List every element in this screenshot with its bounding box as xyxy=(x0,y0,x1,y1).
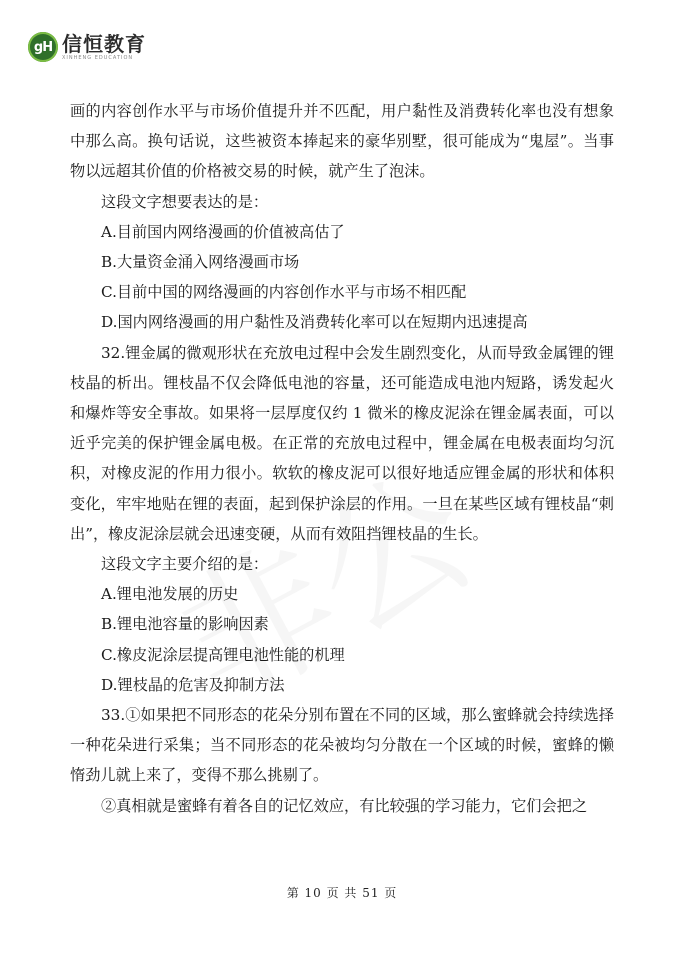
logo-name: 信恒教育 xyxy=(62,31,146,56)
question-31-prompt: 这段文字想要表达的是： xyxy=(101,192,269,211)
question-32-text: 32.锂金属的微观形状在充放电过程中会发生剧烈变化，从而导致金属锂的锂枝晶的析出。锂枝晶不仅会降低电池的容量，还可能造成电池内短路，诱发起火和爆炸等安全事故。如果将一层厚度仅约 1 微米的橡皮泥涂在锂金属表面，可以近乎完美的保护锂金属电极。在正常的充放电过程中，锂金属在电极表面均匀沉积，对橡皮泥的作用力很小。软软的橡皮泥可以很好地适应锂金属的形状和体积变化，牢牢地贴在锂的表面，起到保护涂层的作用。一旦在某些区域有锂枝晶“刺出”，橡皮泥涂层就会迅速变硬，从而有效阻挡锂枝晶的生长。 xyxy=(70,343,614,543)
question-31-option-a: A.目前国内网络漫画的价值被高估了 xyxy=(101,222,345,241)
question-33-sentence-1: 33.①如果把不同形态的花朵分别布置在不同的区域，那么蜜蜂就会持续选择一种花朵进行采集；当不同形态的花朵被均匀分散在一个区域的时候，蜜蜂的懒惰劲儿就上来了，变得不那么挑剔了。 xyxy=(70,706,614,785)
question-31-option-d: D.国内网络漫画的用户黏性及消费转化率可以在短期内迅速提高 xyxy=(101,313,528,332)
page-content xyxy=(70,96,614,821)
paragraph-continued: 画的内容创作水平与市场价值提升并不匹配，用户黏性及消费转化率也没有想象中那么高。换句话说，这些被资本捧起来的豪华别墅，很可能成为“鬼屋”。当事物以远超其价值的价格被交易的时候，就产生了泡沫。 xyxy=(70,102,614,181)
logo-subtitle: XINHENG EDUCATION xyxy=(62,54,134,61)
logo-icon: gH xyxy=(28,32,58,62)
question-32-option-d: D.锂枝晶的危害及抑制方法 xyxy=(101,675,285,694)
header-logo xyxy=(28,30,146,64)
question-31-option-c: C.目前中国的网络漫画的内容创作水平与市场不相匹配 xyxy=(101,283,467,302)
question-31-option-b: B.大量资金涌入网络漫画市场 xyxy=(101,253,300,272)
question-32-option-b: B.锂电池容量的影响因素 xyxy=(101,615,269,634)
page-number: 第 10 页 共 51 页 xyxy=(286,886,398,900)
question-32-option-c: C.橡皮泥涂层提高锂电池性能的机理 xyxy=(101,645,345,664)
logo-text xyxy=(62,33,146,62)
question-32-prompt: 这段文字主要介绍的是： xyxy=(101,555,269,574)
question-32-option-a: A.锂电池发展的历史 xyxy=(101,585,239,604)
question-33-sentence-2: ②真相就是蜜蜂有着各自的记忆效应，有比较强的学习能力，它们会把之 xyxy=(101,796,587,815)
